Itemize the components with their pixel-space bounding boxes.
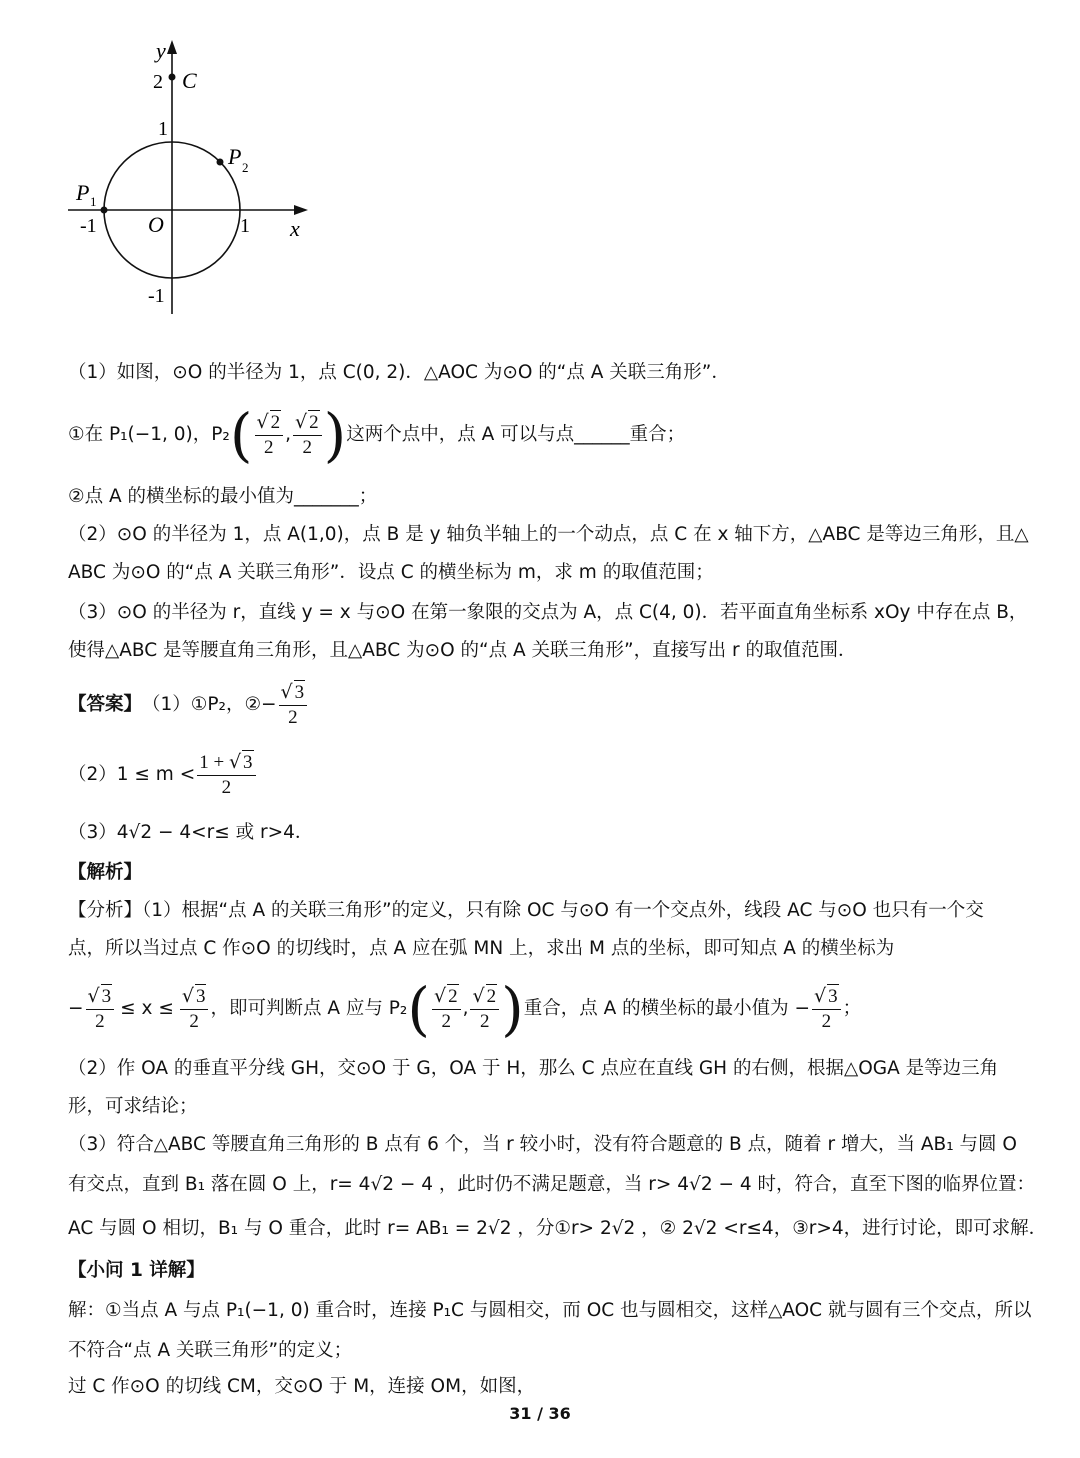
fenxi-line3-end: 重合，点 A 的横坐标的最小值为 − [523,998,811,1019]
detail-line3: 过 C 作⊙O 的切线 CM，交⊙O 于 M，连接 OM，如图， [68,1376,536,1397]
fenxi-p3-line1: （3）符合△ABC 等腰直角三角形的 B 点有 6 个，当 r 较小时，没有符合题意的 B 点，随着 r 增大，当 AB₁ 与圆 O [68,1134,1017,1155]
fraction-sqrt3-over-2: $\frac{√ 3}{2}$ [86,984,115,1034]
detail-line1: 解：①当点 A 与点 P₁(−1, 0) 重合时，连接 P₁C 与圆相交，而 OC 也与圆相交，这样△AOC 就与圆有三个交点，所以 [68,1300,1032,1321]
detail-line2: 不符合“点 A 关联三角形”的定义； [68,1340,353,1361]
q2-line1: （2）⊙O 的半径为 1，点 A(1,0)，点 B 是 y 轴负半轴上的一个动点，点 C 在 x 轴下方，△ABC 是等边三角形，且△ [68,524,1029,545]
coordinate-figure [60,32,380,362]
fenxi-line3 [68,976,1040,1042]
point-p2-label: P [228,144,242,169]
semicolon: ； [842,998,862,1019]
point-p1-label: P [76,180,90,205]
radicand: 2 [270,412,281,433]
denominator: 2 [288,707,298,728]
radicand: 3 [294,682,305,703]
inequality: ≤ x ≤ [120,998,174,1019]
origin-label: O [148,212,164,237]
denominator: 2 [221,777,232,798]
point-p2-sub: 2 [242,160,249,175]
answer-2-prefix: （2）1 ≤ m < [68,764,196,785]
fraction-sqrt3-over-2: $\frac{√ 3}{2}$ [812,984,841,1034]
radicand: 2 [448,986,458,1007]
point-p2-marker [217,159,224,166]
answer-1-prefix: （1）①P₂，②− [142,694,277,715]
fraction-sqrt2-over-2: $\frac{√ 2}{2}$ [255,410,284,460]
tick-x-neg1: -1 [80,215,97,237]
point-p1-marker [101,207,108,214]
radicand: 3 [101,986,112,1007]
fraction-1-plus-sqrt3-over-2: $\frac{1 + √ 3}{2}$ [197,750,255,800]
q1-part2: ②点 A 的横坐标的最小值为_______； [68,486,378,507]
minus-sign: − [68,998,84,1019]
tick-x-1: 1 [240,215,250,237]
answer-3: （3）4√2 − 4<r≤ 或 r>4． [68,822,314,843]
q2-line2: ABC 为⊙O 的“点 A 关联三角形”．设点 C 的横坐标为 m，求 m 的取值范围； [68,562,714,583]
answer-label: 【答案】 [68,694,143,715]
y-axis-arrow [167,40,177,54]
denominator: 2 [264,437,274,458]
q3-line2: 使得△ABC 是等腰直角三角形，且△ABC 为⊙O 的“点 A 关联三角形”，直接写出 r 的取值范围． [68,640,857,661]
fraction-sqrt3-over-2: $\frac{√ 3}{2}$ [279,680,308,730]
q1-part1-suffix: 这两个点中，点 A 可以与点______重合； [346,424,686,445]
fraction-sqrt3-over-2: $\frac{√ 3}{2}$ [180,984,209,1034]
analysis-label: 【解析】 [68,862,143,883]
denominator: 2 [821,1011,832,1032]
denominator: 2 [189,1011,199,1032]
x-axis-arrow [294,205,308,215]
fenxi-p2-line1: （2）作 OA 的垂直平分线 GH，交⊙O 于 G，OA 于 H，那么 C 点应在直线 GH 的右侧，根据△OGA 是等边三角 [68,1058,999,1079]
point-c-label: C [182,68,197,93]
answer-2 [68,746,1040,804]
fenxi-line3-mid: ，即可判断点 A 应与 P₂ [210,998,408,1019]
q1-part1 [68,402,1040,468]
y-axis-label: y [156,38,166,63]
denominator: 2 [95,1011,105,1032]
x-axis-label: x [290,216,300,241]
tick-y-1: 1 [158,118,168,140]
page-number: 31 / 36 [509,1404,571,1423]
fenxi-p3-line2: 有交点，直到 B₁ 落在圆 O 上，r= 4√2 − 4 ，此时仍不满足题意，当 r> 4√2 − 4 时，符合，直至下图的临界位置： [68,1174,1036,1195]
radicand: 3 [195,986,206,1007]
denominator: 2 [480,1011,490,1032]
paren-left: ( [407,975,430,1043]
fenxi-line1: 【分析】（1）根据“点 A 的关联三角形”的定义，只有除 OC 与⊙O 有一个交点外，线段 AC 与⊙O 也只有一个交 [68,900,984,921]
denominator: 2 [302,437,313,458]
fraction-sqrt2-over-2: $\frac{√ 2}{2}$ [293,410,322,460]
radicand: 3 [243,752,253,773]
tick-y-neg1: -1 [148,285,165,307]
radicand: 2 [309,412,319,433]
comma: , [285,424,291,445]
numerator-one-plus: 1 + [199,752,225,773]
fenxi-p2-line2: 形，可求结论； [68,1096,198,1117]
radicand: 3 [828,986,838,1007]
denominator: 2 [441,1011,452,1032]
q1-intro: （1）如图，⊙O 的半径为 1，点 C(0, 2)．△AOC 为⊙O 的“点 A 关联三角形”． [68,362,730,383]
q1-part1-prefix: ①在 P₁(−1, 0)，P₂ [68,424,230,445]
paren-left: ( [229,401,253,469]
fraction-sqrt2-over-2: $\frac{√ 2}{2}$ [470,984,499,1034]
detail-label: 【小问 1 详解】 [68,1260,205,1281]
fraction-sqrt2-over-2: $\frac{√ 2}{2}$ [432,984,461,1034]
answer-1 [68,676,1040,734]
paren-right: ) [323,401,347,469]
radicand: 2 [486,986,497,1007]
paren-right: ) [501,975,524,1043]
fenxi-line2: 点，所以当过点 C 作⊙O 的切线时，点 A 应在弧 MN 上，求出 M 点的坐标，即可知点 A 的横坐标为 [68,938,895,959]
q3-line1: （3）⊙O 的半径为 r，直线 y = x 与⊙O 在第一象限的交点为 A，点 C(4, 0)．若平面直角坐标系 xOy 中存在点 B， [68,602,1028,623]
point-c-marker [169,74,176,81]
point-p1-sub: 1 [90,194,97,209]
tick-y-2: 2 [153,71,163,93]
fenxi-p3-line3: AC 与圆 O 相切，B₁ 与 O 重合，此时 r= AB₁ = 2√2 ，分①r> 2√2 ，② 2√2 <r≤4，③r>4，进行讨论，即可求解． [68,1218,1048,1239]
comma: , [462,998,469,1019]
